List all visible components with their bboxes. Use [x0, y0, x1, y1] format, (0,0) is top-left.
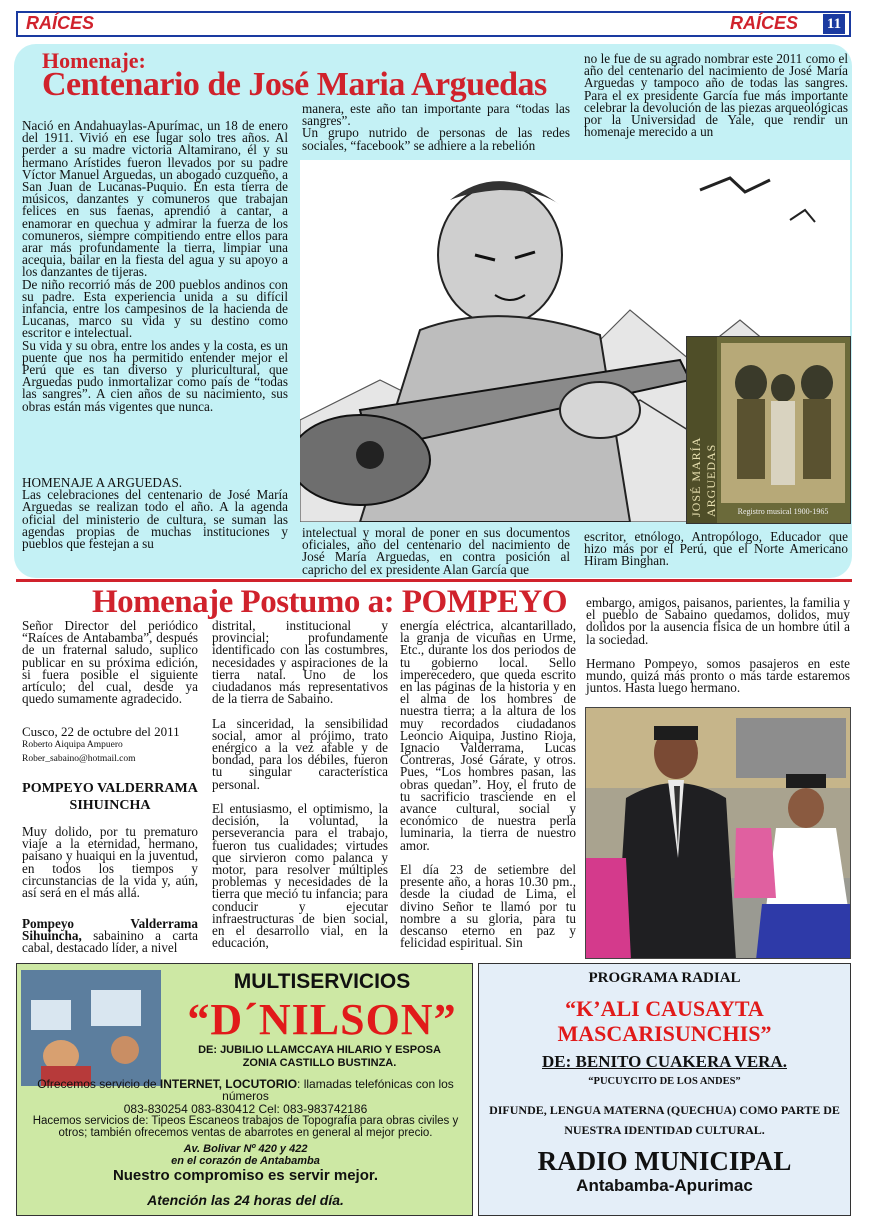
ad-services-bold: INTERNET, LOCUTORIO [159, 1077, 298, 1091]
radio-description: DIFUNDE, LENGUA MATERNA (QUECHUA) COMO PARTE DE NUESTRA IDENTIDAD CULTURAL. [489, 1103, 840, 1137]
ad-title: MULTISERVICIOS [233, 970, 411, 993]
ad-brand: “D´NILSON” [187, 995, 457, 1044]
article-kicker: Homenaje: [42, 48, 146, 73]
internet-cafe-photo [21, 970, 161, 1086]
radio-location: Antabamba-Apurimac [576, 1176, 753, 1195]
ad-owners: DE: JUBILIO LLAMCCAYA HILARIO Y ESPOSA ZONIA CASTILLO BUSTINZA. [198, 1044, 441, 1069]
pompeyo-name-bold: Pompeyo Valderrama Sihuincha, [22, 916, 198, 944]
radio-program-ad [478, 963, 851, 1216]
ad-phones: 083-830254 083-830412 Cel: 083-983742186 [123, 1102, 368, 1116]
masthead-right: RAÍCES [730, 13, 799, 33]
radio-program-name: “K’ALI CAUSAYTA MASCARISUNCHIS” [557, 996, 772, 1046]
radio-host: DE: BENITO CUAKERA VERA. [542, 1052, 787, 1071]
section-divider [16, 579, 852, 582]
dancers-photo [721, 343, 845, 503]
signer-email: Rober_sabaino@hotmail.com [22, 754, 136, 764]
signer-name: Roberto Aiquipa Ampuero [22, 740, 123, 750]
page-number: 11 [823, 14, 845, 34]
ad-services-2: Hacemos servicios de: Tipeos Escaneos trabajos de Topografía para obras civiles y otros; también ofrecemos ventas de abarrotes en general al mejor precio. [32, 1115, 459, 1139]
ad-services [33, 1078, 458, 1102]
radio-station: RADIO MUNICIPAL [537, 1146, 792, 1176]
pompeyo-column-1: Señor Director del periódico “Raíces de Antabamba”, después de un fraternal saludo, suplico publicar en su próxima edición, si fuera posible el siguiente artículo; del cual, desde ya quedo sumamente agradecido. [22, 618, 198, 707]
pompeyo-column-1c [22, 918, 198, 955]
pompeyo-column-1b: Muy dolido, por tu prematuro viaje a la eternidad, hermano, paisano y huaiqui en la juventud, en todos los tiempos y circunstancias de la vida y, aún, así será en el más allá. [22, 824, 198, 901]
book-title: JOSÉ MARÍA ARGUEDAS [689, 437, 718, 517]
article-column-2-top: manera, este año tan importante para “todas las sangres”. Un grupo nutrido de personas de las redes sociales, “facebook” se adhiere a la rebelión [302, 101, 570, 153]
masthead-left: RAÍCES [26, 13, 95, 33]
radio-ad-title: PROGRAMA RADIAL [588, 970, 741, 986]
ad-address: Av. Bolivar Nº 420 y 422 en el corazón de Antabamba [171, 1143, 320, 1167]
pompeyo-column-2: distrital, institucional y provincial; profundamente identificado con las costumbres, necesidades y aspiraciones de la tierra natal. Uno de los ciudadanos más representativos de la tierra de Sabaino. La sinceridad, la sensibilidad social, amor al prójimo, trato enérgico a la vez afable y de bondad, para los débiles, fueron tu singular característica personal. El entusiasmo, el optimismo, la decisión, la voluntad, la perseverancia para el trabajo, fueron tus cualidades; virtudes que sirvieron como palanca y motor, para resolver múltiples problemas y necesidades de la tierra que meció tu infancia; para conducir y ejecutar infraestructuras de bien social, en el desarrollo vial, en la educación, [212, 618, 388, 951]
article-title: Centenario de José Maria Arguedas [42, 66, 547, 103]
radio-host-nickname: “PUCUYCITO DE LOS ANDES” [588, 1076, 741, 1087]
pompeyo-column-1c-text: sabainino a carta cabal, destacado líder, a nivel [22, 928, 198, 956]
article-column-3-bottom: escritor, etnólogo, Antropólogo, Educador que hizo más por el Perú, que el Norte Americano Hiram Binghan. [584, 529, 848, 569]
pompeyo-subhead: POMPEYO VALDERRAMA SIHUINCHA [22, 781, 198, 813]
ad-slogan: Nuestro compromiso es servir mejor. [112, 1167, 379, 1184]
pompeyo-column-4: embargo, amigos, paisanos, parientes, la familia y el pueblo de Sabaino quedamos, dolidos, muy dolidos por la ausencia física de un hombre útil a la sociedad. Hermano Pompeyo, somos pasajeros en este mundo, quizá más pronto o más tarde estaremos juntos. Hasta luego hermano. [586, 595, 850, 696]
book-caption: Registro musical 1900-1965 [737, 507, 829, 516]
pompeyo-parade-photo [585, 707, 851, 959]
ad-services-post: : llamadas telefónicas con los números [222, 1077, 454, 1103]
article-column-1: Nació en Andahuaylas-Apurímac, un 18 de enero del 1911. Vivió en ese lugar solo tres años. Al perder a su madre victoria Altamirano, él y su hermano Arístides fueron llevados por su padre Víctor Manuel Arguedas, un abogado cuzqueño, a San Juan de Lucanas-Puquio. En esta tierra de músicos, danzantes y comuneros que trabajan felices en sus faenas, aprendió a cantar, a enamorar en quechua y admirar la fuerza de los comuneros, siempre compitiendo entre ellos para arar más profundamente la tierra, limpiar una acequia, bailar en la fiesta del agua y su apoyo a los danzantes de tijeras. De niño recorrió más de 200 pueblos andinos con su padre. Esta experiencia unida a su difícil infancia, entre los campesinos de la hacienda de Lucanas, marco su vida y su destino como escritor e intelectual. Su vida y su obra, entre los andes y la costa, es un puente que nos ha permitido entender mejor el Perú que es tan diverso y pluricultural, que Arguedas pudo inmortalizar como país de “todas las sangres”. A cien años de su nacimiento, sus obras están más vigentes que nunca. [22, 118, 288, 414]
multiservicios-ad [16, 963, 473, 1216]
dateline: Cusco, 22 de octubre del 2011 [22, 724, 180, 739]
article-column-1b: HOMENAJE A ARGUEDAS. Las celebraciones del centenario de José María Arguedas se realizan todo el año. A la agenda oficial del ministerio de cultura, se suman las agendas propias de muchas instituciones y pueblos que festejan a su [22, 475, 288, 552]
article-column-2-bottom: intelectual y moral de poner en sus documentos oficiales, año del centenario del nacimiento de José María Arguedas, en contra posición al capricho del ex presidente Alan García que [302, 525, 570, 577]
article-column-3-top: no le fue de su agrado nombrar este 2011 como el año del centenario del nacimiento de José María Arguedas y tampoco año de todas las sangres. Para el ex presidente García fue más importante celebrar la devolución de las piezas arqueológicas por la Universidad de Yale, que rendir un homenaje merecido a un [584, 51, 848, 140]
pompeyo-column-3: energía eléctrica, alcantarillado, la granja de vicuñas en Urme, Etc., durante los dos periodos de tu gobierno local. Sello imperecedero, que queda escrito en las páginas de la historia y en el alma de los hombres de nuestra tierra; a la altura de los muy recordados ciudadanos Leoncio Aiquipa, Justino Rioja, Ignacio Valderrama, Lucas Contreras, José Gárate, y otros. Pues, “Los hombres pasan, las obras quedan”. Hoy, el fruto de tu sacrificio trasciende en el avance cultural, social y económico de nuestra perla luminaria, la tierra de nuestro amor. El día 23 de setiembre del presente año, a horas 10.30 pm., desde la ciudad de Lima, el divino Señor te llamó por tu nombre a su gloria, para tu descanso eterno en paz y felicidad espiritual. Sin [400, 618, 576, 951]
pompeyo-title: Homenaje Postumo a: POMPEYO [92, 584, 568, 620]
book-cover-image [686, 336, 851, 524]
ad-services-pre: Ofrecemos servicio de [37, 1077, 160, 1091]
ad-hours: Atención las 24 horas del día. [147, 1192, 344, 1208]
header-bar [16, 11, 851, 37]
